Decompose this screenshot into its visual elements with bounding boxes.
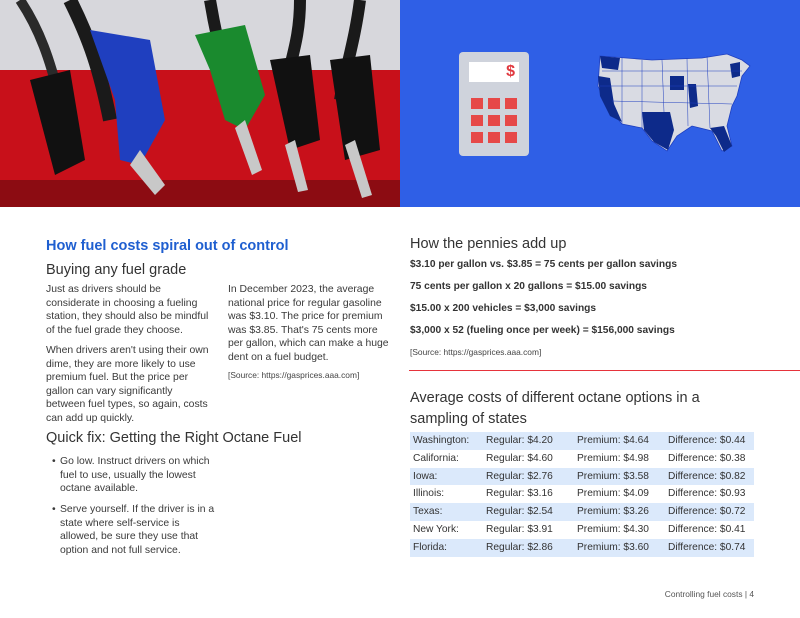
dollar-sign-icon: $ bbox=[506, 63, 515, 80]
source-citation-right: [Source: https://gasprices.aaa.com] bbox=[410, 347, 542, 357]
cell-regular: Regular: $2.76 bbox=[486, 470, 553, 482]
cell-state: Texas: bbox=[413, 506, 443, 518]
cell-difference: Difference: $0.74 bbox=[668, 541, 746, 553]
bullet-icon: • bbox=[52, 456, 56, 467]
calculator-key bbox=[505, 115, 517, 126]
cell-state: Florida: bbox=[413, 541, 447, 553]
cell-premium: Premium: $3.26 bbox=[577, 506, 649, 518]
cell-state: Washington: bbox=[413, 435, 470, 446]
cell-premium: Premium: $4.09 bbox=[577, 488, 649, 500]
bullet-text: Serve yourself. If the driver is in a state where self-service is allowed, be sure they use that option and not full service. bbox=[60, 504, 215, 556]
calculator-key bbox=[505, 132, 517, 143]
bullet-icon: • bbox=[52, 504, 56, 515]
calc-line: $15.00 x 200 vehicles = $3,000 savings bbox=[410, 303, 597, 314]
cell-difference: Difference: $0.72 bbox=[668, 506, 746, 518]
calculator-screen bbox=[469, 62, 519, 82]
calculator-key bbox=[505, 98, 517, 109]
calc-line: $3,000 x 52 (fueling once per week) = $156,000 savings bbox=[410, 325, 675, 336]
cell-regular: Regular: $4.60 bbox=[486, 452, 553, 464]
cell-difference: Difference: $0.82 bbox=[668, 470, 746, 482]
bullet-text: Go low. Instruct drivers on which fuel to use, usually the lowest octane available. bbox=[60, 456, 210, 495]
paragraph-fuel-grade: Just as drivers should be considerate in choosing a fueling station, they should also be mindful of the fuel grade they choose. bbox=[46, 284, 209, 336]
calculator-key bbox=[471, 132, 483, 143]
cell-premium: Premium: $4.98 bbox=[577, 452, 649, 464]
calc-line: 75 cents per gallon x 20 gallons = $15.00 savings bbox=[410, 281, 647, 292]
fuel-pump-photo bbox=[0, 0, 400, 207]
octane-costs-table bbox=[410, 432, 754, 557]
cell-premium: Premium: $3.58 bbox=[577, 470, 649, 482]
table-row bbox=[410, 468, 754, 486]
table-row bbox=[410, 485, 754, 503]
cell-state: Illinois: bbox=[413, 488, 445, 500]
cell-difference: Difference: $0.38 bbox=[668, 452, 746, 464]
cell-premium: Premium: $4.64 bbox=[577, 435, 649, 446]
calculator-key bbox=[488, 132, 500, 143]
calculator-icon bbox=[459, 52, 529, 156]
quick-fix-title: Quick fix: Getting the Right Octane Fuel bbox=[46, 430, 302, 446]
cell-difference: Difference: $0.93 bbox=[668, 488, 746, 500]
cell-state: Iowa: bbox=[413, 470, 438, 482]
section-heading: How fuel costs spiral out of control bbox=[46, 238, 289, 254]
paragraph-december-prices: In December 2023, the average national price for regular gasoline was $3.10. The price for premium was $3.85. That's 75 cents more per gallon, which can make a huge dent on a fuel budget. bbox=[228, 284, 389, 363]
calculator-map-graphic bbox=[400, 0, 800, 207]
calculator-key bbox=[488, 115, 500, 126]
table-row bbox=[410, 521, 754, 539]
table-row bbox=[410, 503, 754, 521]
us-map-icon bbox=[592, 46, 752, 156]
octane-table-title: Average costs of different octane options in a sampling of states bbox=[410, 390, 700, 427]
table-row bbox=[410, 450, 754, 468]
cell-premium: Premium: $3.60 bbox=[577, 541, 649, 553]
divider bbox=[409, 370, 800, 371]
cell-state: California: bbox=[413, 452, 459, 464]
fuel-nozzles-illustration bbox=[0, 0, 400, 207]
calculator-key bbox=[471, 98, 483, 109]
calculator-key bbox=[471, 115, 483, 126]
cell-regular: Regular: $3.91 bbox=[486, 523, 553, 535]
cell-premium: Premium: $4.30 bbox=[577, 523, 649, 535]
cell-difference: Difference: $0.41 bbox=[668, 523, 746, 535]
paragraph-premium-fuel: When drivers aren't using their own dime, they are more likely to use premium fuel. But the price per gallon can vary significantly between fuel types, so again, costs can add up quickly. bbox=[46, 345, 209, 424]
calculator-key bbox=[488, 98, 500, 109]
page-footer: Controlling fuel costs | 4 bbox=[664, 589, 754, 599]
table-row bbox=[410, 432, 754, 450]
buying-fuel-grade-title: Buying any fuel grade bbox=[46, 262, 187, 278]
cell-difference: Difference: $0.44 bbox=[668, 435, 746, 446]
cell-regular: Regular: $2.86 bbox=[486, 541, 553, 553]
source-citation-left: [Source: https://gasprices.aaa.com] bbox=[228, 370, 360, 380]
cell-regular: Regular: $2.54 bbox=[486, 506, 553, 518]
table-row bbox=[410, 539, 754, 557]
cell-regular: Regular: $4.20 bbox=[486, 435, 553, 446]
pennies-title: How the pennies add up bbox=[410, 236, 567, 252]
cell-state: New York: bbox=[413, 523, 459, 535]
cell-regular: Regular: $3.16 bbox=[486, 488, 553, 500]
calc-line: $3.10 per gallon vs. $3.85 = 75 cents per gallon savings bbox=[410, 259, 677, 270]
